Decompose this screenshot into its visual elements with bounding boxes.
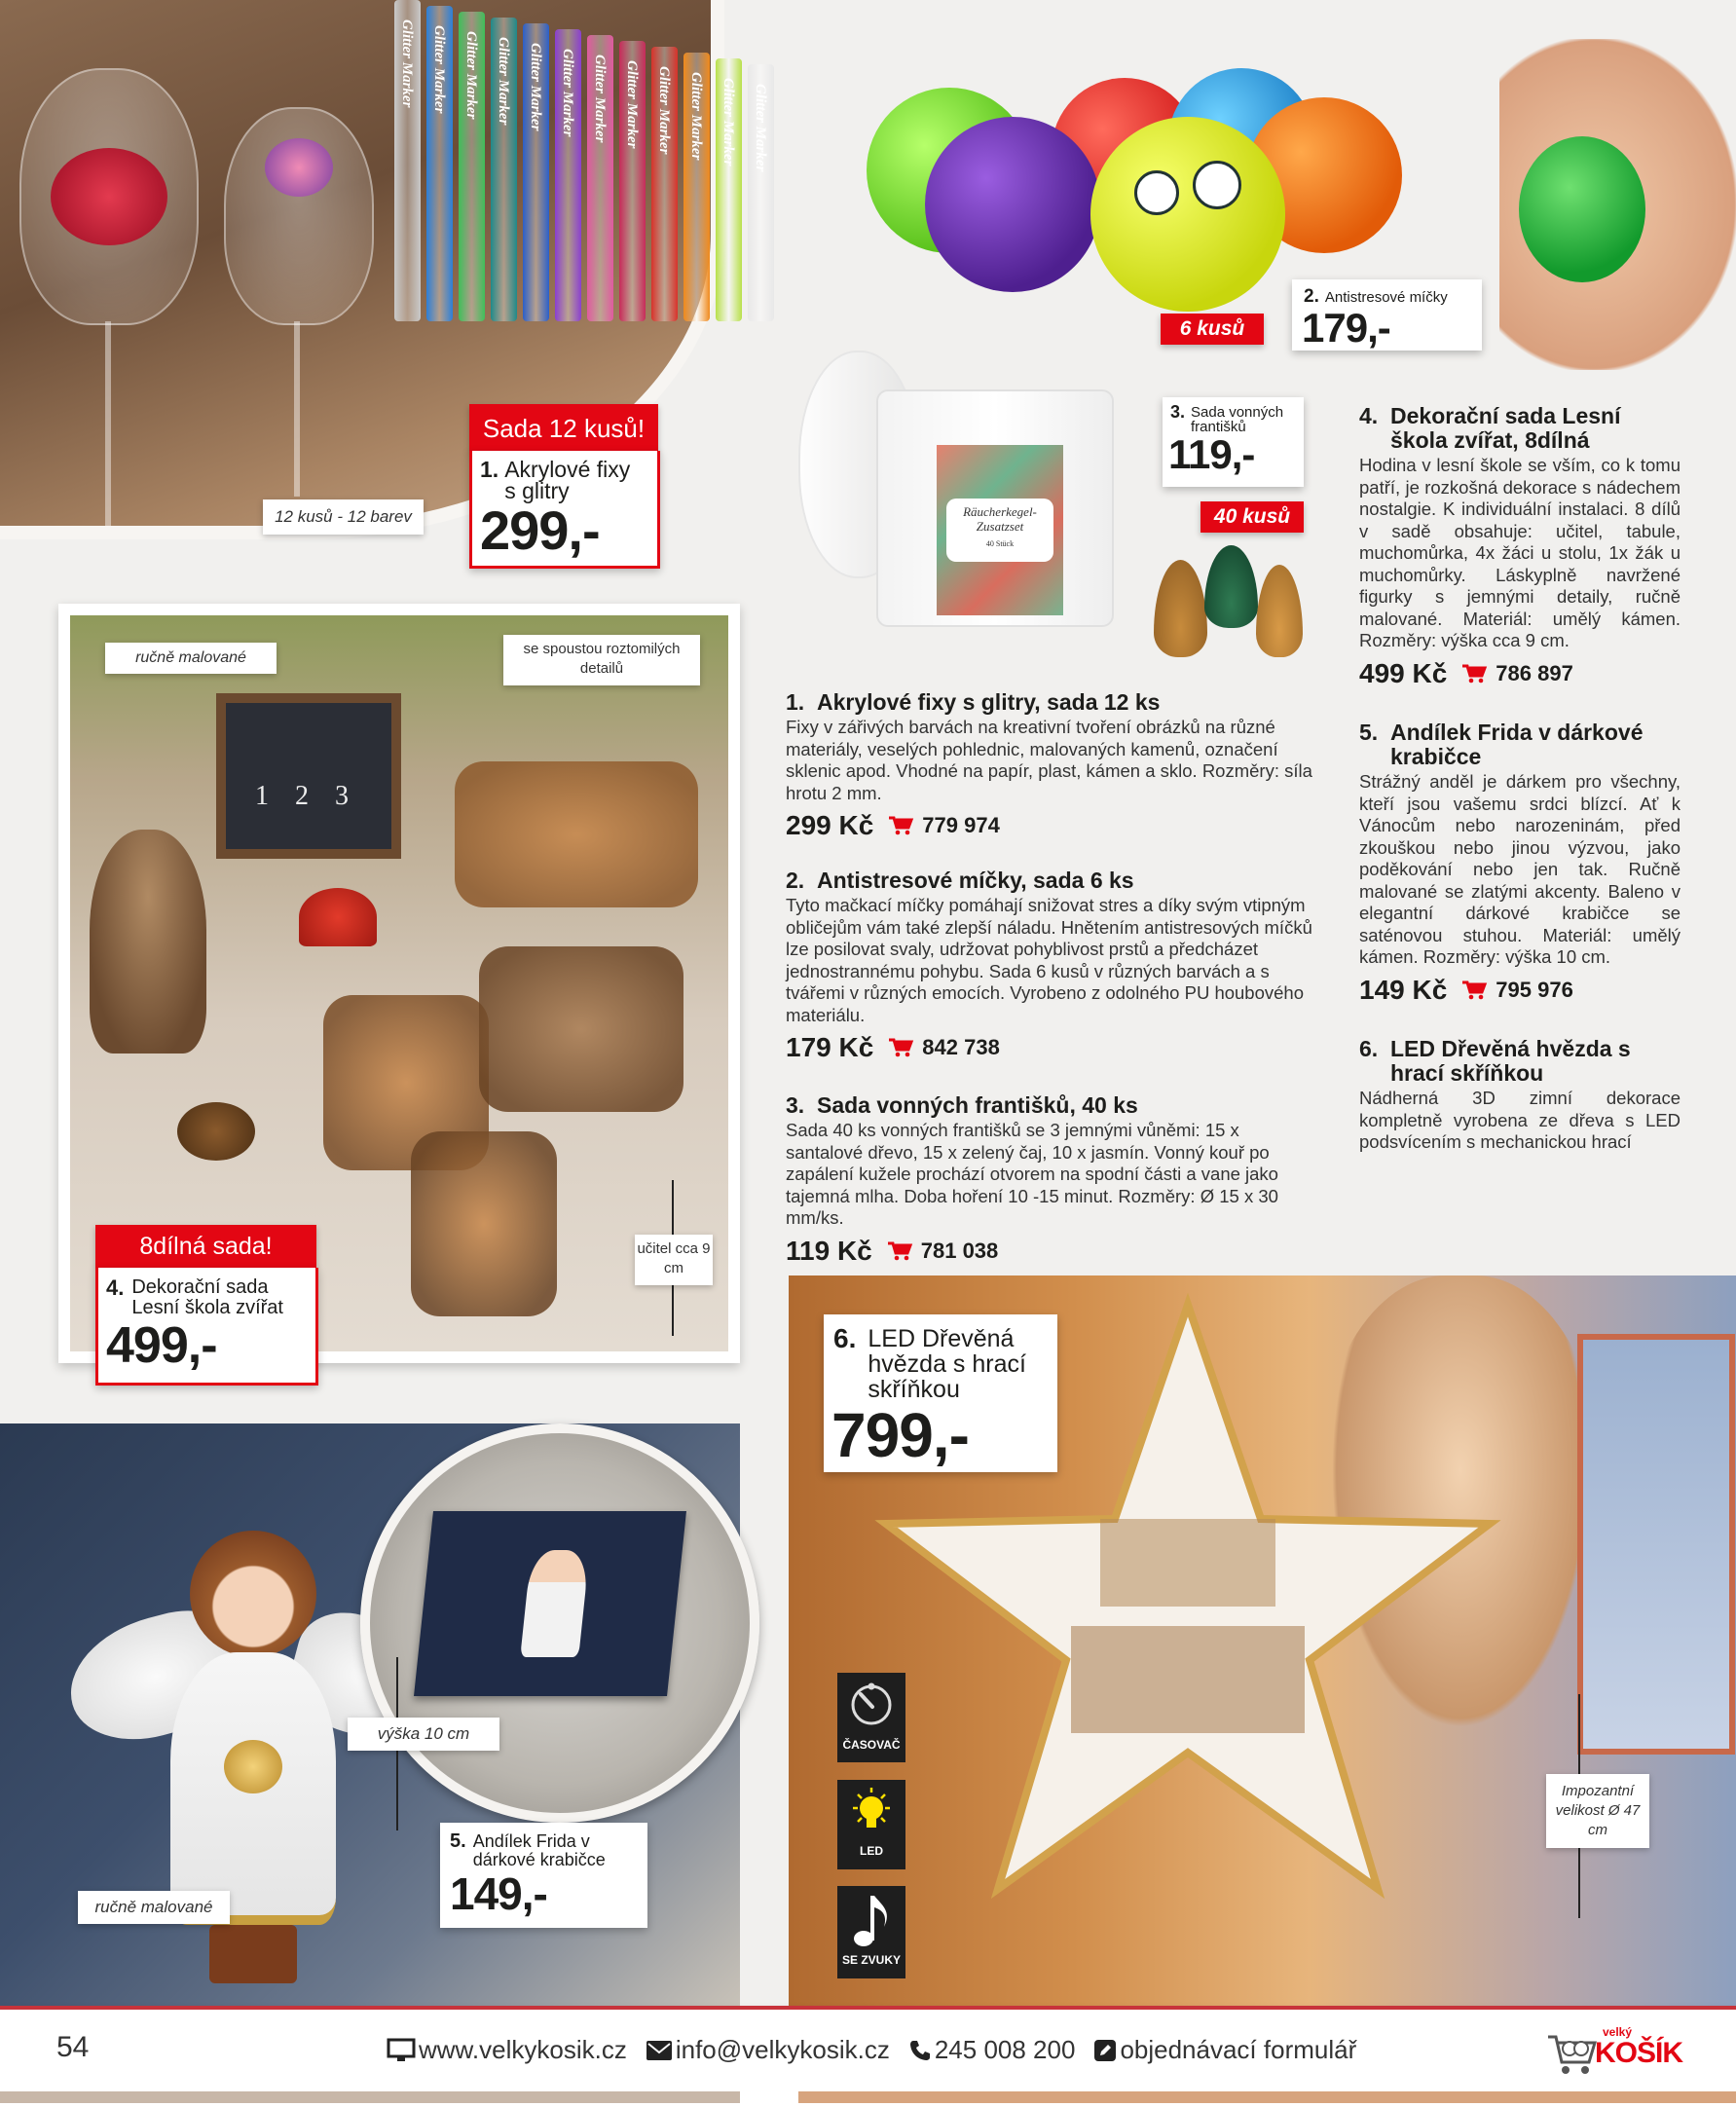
product-code: 779 974 — [922, 813, 1000, 837]
product-title: Akrylové fixy s glitry, sada 12 ks — [817, 689, 1161, 715]
next-page-strip — [0, 2091, 740, 2103]
tag-angel-height: výška 10 cm — [348, 1718, 499, 1751]
product-description: Sada 40 ks vonných františků se 3 jemnými vůněmi: 15 x santalové dřevo, 15 x zelený čaj, 10 x jasmín. Vonný kouř po zapálení kužele prochází otvorem na spodní části a vane jako tajemná mlha. Doba hoření 10 -15 minut. Rozměry: Ø 15 x 30 mm/ks. — [786, 1120, 1278, 1228]
marker-label: Glitter Marker — [624, 60, 640, 149]
feature-label: LED — [860, 1844, 883, 1858]
monitor-icon — [388, 2039, 415, 2062]
product-6 — [1359, 1037, 1681, 1162]
price-box-6 — [824, 1314, 1057, 1472]
price-box-price: 149,- — [450, 1868, 547, 1919]
angel-head — [190, 1531, 316, 1657]
cart-icon[interactable] — [1462, 980, 1486, 1000]
marker-label: Glitter Marker — [688, 72, 704, 161]
price-box-num: 2. — [1304, 286, 1319, 307]
product-price: 119 Kč — [786, 1235, 872, 1266]
tag-star-size: Impozantní velikost Ø 47 cm — [1546, 1774, 1649, 1848]
phone-icon — [909, 2040, 931, 2061]
product-1 — [786, 690, 1321, 841]
price-box-num: 5. — [450, 1830, 466, 1852]
feature-led — [837, 1780, 905, 1869]
price-box-2 — [1292, 279, 1482, 351]
glitter-marker — [683, 53, 710, 321]
lightbulb-icon — [847, 1786, 896, 1839]
product-price: 149 Kč — [1359, 974, 1448, 1005]
marker-label: Glitter Marker — [656, 66, 672, 155]
price-box-price: 119,- — [1168, 431, 1255, 477]
price-box-price: 499,- — [106, 1317, 217, 1374]
product-title: Andílek Frida v dárkové krabičce — [1390, 720, 1644, 769]
tag-cute-details: se spoustou roztomilých detailů — [503, 635, 700, 685]
product-description: Fixy v zářivých barvách na kreativní tvoření obrázků na různé materiály, veselých pohlednic, malovaných kamenů, označení sklenic apod. Vhodné na papír, plast, kámen a sklo. Rozměry: síla hrotu 2 mm. — [786, 717, 1312, 803]
marker-label: Glitter Marker — [560, 49, 575, 137]
price-box-name: Antistresové míčky — [1324, 289, 1448, 306]
product-code: 781 038 — [920, 1238, 999, 1263]
price-box-num: 4. — [106, 1275, 125, 1300]
glitter-marker — [426, 6, 453, 321]
product-2 — [786, 869, 1321, 1063]
glitter-marker — [491, 18, 517, 321]
glass-stem — [105, 321, 111, 526]
glitter-marker — [394, 0, 421, 321]
yellow-ball — [1090, 117, 1285, 312]
fox-students-figurines — [455, 761, 698, 907]
email-text: info@velkykosik.cz — [675, 2035, 890, 2064]
product-num: 5. — [1359, 720, 1379, 745]
product-4 — [1359, 404, 1681, 689]
jar-body — [876, 389, 1114, 627]
glitter-marker — [555, 29, 581, 321]
jar-label-title: Räucherkegel-Zusatzset — [963, 504, 1037, 534]
price-box-num: 3. — [1170, 402, 1186, 422]
price-box-3 — [1163, 397, 1304, 487]
glitter-marker — [523, 23, 549, 321]
price-box-name: Dekorační sada Lesní škola zvířat — [131, 1276, 283, 1318]
marker-label: Glitter Marker — [753, 84, 768, 172]
feature-sound — [837, 1886, 905, 1978]
acorns — [177, 1102, 255, 1161]
product-title: Dekorační sada Lesní škola zvířat, 8dílná — [1390, 403, 1621, 453]
glitter-marker — [587, 35, 613, 321]
owl-teacher-figurine — [90, 830, 206, 1054]
cart-icon[interactable] — [1462, 664, 1486, 684]
phone-link[interactable] — [909, 2035, 1076, 2065]
wine-glass-rose — [19, 68, 199, 325]
golden-heart — [224, 1740, 282, 1793]
cart-icon[interactable] — [889, 816, 912, 835]
glitter-tulips-drawing — [265, 138, 333, 197]
cart-icon[interactable] — [888, 1241, 911, 1261]
marker-label: Glitter Marker — [399, 19, 415, 108]
angel-boots — [209, 1925, 297, 1983]
shopping-cart-logo-icon — [1546, 2029, 1597, 2076]
glitter-marker — [651, 47, 678, 321]
chalkboard-numbers: 1 2 3 — [255, 781, 358, 811]
timer-icon — [847, 1681, 896, 1729]
product-price: 499 Kč — [1359, 657, 1448, 688]
product-title: Sada vonných františků, 40 ks — [817, 1092, 1138, 1118]
purple-ball — [925, 117, 1100, 292]
marker-label: Glitter Marker — [720, 78, 736, 166]
glitter-marker — [748, 64, 774, 321]
marker-set — [394, 0, 784, 467]
feature-label: SE ZVUKY — [841, 1953, 901, 1967]
price-box-price: 799,- — [831, 1400, 969, 1470]
edit-icon — [1094, 2040, 1116, 2061]
website-link[interactable] — [388, 2035, 627, 2065]
order-form-link[interactable] — [1094, 2035, 1356, 2065]
stress-balls-photo — [857, 29, 1402, 321]
product-description: Tyto mačkací míčky pomáhají snižovat stres a díky svým vtipným obličejům vám také zlepší náladu. Hnětením antistresových míčků lze posilovat svaly, udržovat pohyblivost prstů a předcházet jednostrannému pohybu. Sada 6 kusů v různých barvách a s tvářemi v různých emocích. Vyrobeno z odolného PU houbového materiálu. — [786, 895, 1312, 1025]
jar-label-count: 40 Stück — [985, 539, 1015, 548]
cart-icon[interactable] — [889, 1038, 912, 1057]
next-page-strip — [798, 2091, 1736, 2103]
product-description: Hodina v lesní škole se vším, co k tomu patří, je rozkošná dekorace s nádechem nostalgie. K individuální instalaci. 8 dílů v sadě obsahuje: učitel, tabule, muchomůrka, 4x žáci u stolu, 1x žák u muchomůrky. Láskyplně navržené figurky s jemnými detaily, ručně malované. Materiál: umělý kámen. Rozměry: výška cca 9 cm. — [1359, 455, 1681, 650]
angel-dress — [170, 1652, 336, 1925]
product-num: 1. — [786, 689, 805, 715]
price-box-5 — [440, 1823, 647, 1928]
jar-label — [937, 445, 1063, 615]
tag-12-colors: 12 kusů - 12 barev — [263, 499, 424, 535]
product-num: 2. — [786, 868, 805, 893]
product-description: Nádherná 3D zimní dekorace kompletně vyrobena ze dřeva s LED podsvícením s mechanickou hrací — [1359, 1088, 1681, 1152]
logo-small-text: velký — [1603, 2025, 1633, 2039]
product-num: 3. — [786, 1092, 805, 1118]
price-box-num: 1. — [480, 457, 499, 482]
velky-kosik-logo[interactable] — [1546, 2021, 1682, 2080]
hedgehog-students-figurines — [479, 946, 683, 1112]
green-squeezed-ball — [1519, 136, 1645, 282]
glass-stem — [294, 321, 300, 497]
product-5 — [1359, 721, 1681, 1006]
product-num: 6. — [1359, 1036, 1379, 1061]
logo-big-text: KOŠÍK — [1595, 2037, 1683, 2069]
gift-box — [414, 1511, 686, 1696]
wine-glass-tulips — [224, 107, 374, 325]
price-box-1 — [469, 451, 660, 569]
badge-set-12: Sada 12 kusů! — [469, 404, 658, 453]
product-price: 179 Kč — [786, 1032, 874, 1062]
tag-teacher-height: učitel cca 9 cm — [635, 1235, 713, 1285]
price-box-name: Sada vonných františků — [1191, 404, 1284, 435]
phone-text: 245 008 200 — [934, 2035, 1076, 2064]
chalkboard — [216, 693, 401, 859]
marker-label: Glitter Marker — [592, 55, 608, 143]
price-box-name: LED Dřevěná hvězda s hrací skříňkou — [868, 1325, 1026, 1403]
product-code: 795 976 — [1496, 977, 1573, 1002]
feature-label: ČASOVAČ — [842, 1738, 901, 1752]
product-num: 4. — [1359, 403, 1379, 428]
mushroom-figurine — [299, 888, 377, 946]
marker-label: Glitter Marker — [431, 25, 447, 114]
hand-squeezing-ball — [1499, 39, 1736, 370]
badge-8-piece-set: 8dílná sada! — [95, 1225, 316, 1268]
price-box-num: 6. — [833, 1323, 857, 1353]
glitter-marker — [459, 12, 485, 321]
product-price: 299 Kč — [786, 810, 874, 840]
incense-jar-photo — [798, 341, 1120, 633]
angel-gift-box-inset — [360, 1423, 759, 1823]
email-link[interactable] — [646, 2035, 890, 2065]
badge-6-pieces: 6 kusů — [1161, 314, 1264, 345]
tag-hand-painted: ručně malované — [105, 643, 277, 674]
incense-cone — [1256, 565, 1303, 657]
product-3 — [786, 1093, 1321, 1267]
order-form-text: objednávací formulář — [1120, 2035, 1357, 2064]
incense-cone — [1154, 560, 1207, 657]
envelope-icon — [646, 2041, 672, 2060]
page-number: 54 — [56, 2031, 90, 2063]
marker-label: Glitter Marker — [496, 37, 511, 126]
squirrel-reading-figurine — [411, 1131, 557, 1316]
glitter-marker — [619, 41, 646, 321]
angel-in-box — [520, 1550, 590, 1657]
product-description: Strážný anděl je dárkem pro všechny, kteří jsou vašemu srdci blízcí. Ať k Vánocům nebo narozeninám, před zkouškou nebo jinou výzvou, jako poděkování nebo jen tak. Ručně malované se zlatými akcenty. Baleno v elegantní dárkové krabičce se saténovou stuhou. Materiál: umělý kámen. Rozměry: výška 10 cm. — [1359, 771, 1681, 967]
product-code: 786 897 — [1496, 660, 1573, 685]
tag-angel-hand-painted: ručně malované — [78, 1891, 230, 1924]
badge-40-pieces: 40 kusů — [1200, 501, 1304, 533]
price-box-4 — [95, 1268, 318, 1386]
product-title: LED Dřevěná hvězda s hrací skříňkou — [1390, 1036, 1631, 1086]
marker-label: Glitter Marker — [463, 31, 479, 120]
glitter-marker — [716, 58, 742, 321]
price-box-price: 179,- — [1302, 305, 1390, 351]
website-text: www.velkykosik.cz — [419, 2035, 627, 2064]
price-box-price: 299,- — [480, 499, 600, 561]
window — [1577, 1334, 1735, 1755]
incense-cone — [1204, 545, 1258, 628]
price-box-name: Andílek Frida v dárkové krabičce — [472, 1831, 606, 1869]
music-note-icon — [847, 1892, 896, 1950]
product-code: 842 738 — [922, 1035, 1000, 1059]
marker-label: Glitter Marker — [528, 43, 543, 131]
glitter-rose-drawing — [51, 148, 167, 245]
product-title: Antistresové míčky, sada 6 ks — [817, 868, 1134, 893]
feature-timer — [837, 1673, 905, 1762]
price-box-name: Akrylové fixy s glitry — [504, 457, 631, 503]
